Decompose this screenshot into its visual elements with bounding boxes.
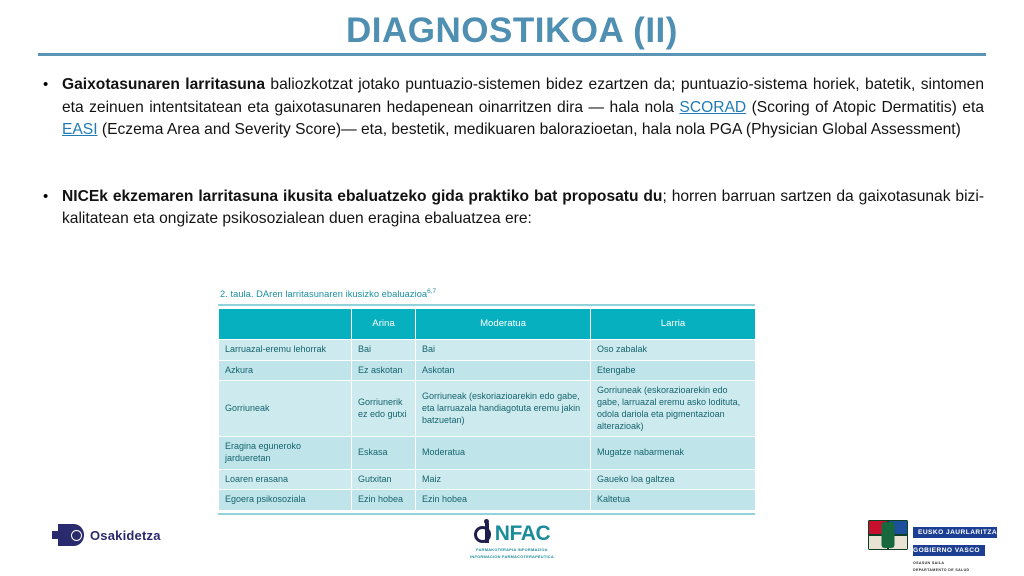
- page-title: DIAGNOSTIKOA (II): [346, 11, 678, 50]
- cell-arina: Ez askotan: [352, 360, 416, 381]
- table-header: [219, 309, 756, 340]
- gv-dept-eu: OSASUN SAILA: [913, 561, 945, 565]
- cell-arina: Bai: [352, 340, 416, 361]
- infac-subtitle-es: INFORMACIÓN FARMACOTERAPÉUTICA: [470, 553, 554, 559]
- osakidetza-wordmark: Osakidetza: [90, 527, 161, 543]
- cell-larria: Gorriuneak (eskorazioarekin edo gabe, larruazal eremu asko lodituta, odola dariola eta pigmentazioan alterazioak): [591, 381, 756, 437]
- cell-larria: Gaueko loa galtzea: [591, 469, 756, 490]
- bullet-text-1: [62, 74, 984, 142]
- infac-i-icon: [474, 521, 494, 545]
- table-row: [219, 381, 756, 437]
- gv-line-eu: EUSKO JAURLARITZA: [918, 529, 998, 536]
- bullet-1-text-1: baliozkotzat jotako puntuazio-sistemen bidez ezartzen da; puntuazio-sistema horiek, batetik, sintomen eta zeinuen intentsitatean eta gaixotasunaren hedapenean oinarritzen dira — hala nola: [62, 76, 984, 116]
- easi-link[interactable]: EASI: [62, 121, 98, 139]
- cell-moderatua: Bai: [416, 340, 591, 361]
- content-body: [40, 74, 984, 231]
- cell-moderatua: Askotan: [416, 360, 591, 381]
- cell-moderatua: Maiz: [416, 469, 591, 490]
- table-row: [219, 437, 756, 469]
- cell-larria: Oso zabalak: [591, 340, 756, 361]
- cell-arina: Gutxitan: [352, 469, 416, 490]
- bullet-1-text-3: (Eczema Area and Severity Score)— eta, bestetik, medikuaren balorazioetan, hala nola PGA (Physician Global Assessment): [97, 121, 961, 139]
- bullet-item-1: [40, 74, 984, 142]
- table-caption-text: 2. taula. DAren larritasunaren ikusizko ebaluazioa: [220, 289, 428, 300]
- infac-wordmark: NFAC: [494, 521, 551, 545]
- row-label: Eragina eguneroko jardueretan: [219, 437, 352, 469]
- bullet-marker: •: [43, 187, 49, 205]
- table-row: [219, 340, 756, 361]
- row-label: Egoera psikosoziala: [219, 490, 352, 511]
- gv-dept-es: DEPARTAMENTO DE SALUD: [913, 567, 970, 572]
- gobierno-vasco-logo: [868, 520, 997, 574]
- table-header-row: [219, 309, 756, 340]
- table-row: [219, 360, 756, 381]
- gobierno-vasco-text: [913, 520, 997, 574]
- bullet-2-text-1: ; horren barruan sartzen da gaixotasunak bizi-kalitatean eta ongizate psikosozialean duen eragina ebaluatzea ere:: [62, 187, 985, 228]
- table-top-rule: [218, 304, 755, 306]
- bullet-1-bold-lead: Gaixotasunaren larritasuna: [62, 76, 266, 93]
- bullet-text-2: [62, 186, 984, 231]
- infac-logo: [452, 520, 572, 560]
- osakidetza-cross-icon: [52, 522, 84, 548]
- bullet-item-2: [40, 186, 984, 231]
- table-header-cell-arina: Arina: [352, 309, 416, 340]
- severity-table-figure: [218, 288, 755, 515]
- table-row: [219, 490, 756, 511]
- row-label: Azkura: [219, 360, 352, 381]
- table-body: [219, 340, 756, 511]
- gobierno-vasco-band: [913, 527, 997, 556]
- cell-larria: Etengabe: [591, 360, 756, 381]
- table-bottom-rule: [218, 513, 755, 515]
- table-caption: [220, 288, 755, 299]
- table-header-cell-moderatua: Moderatua: [416, 309, 591, 340]
- table-caption-reference: 6,7: [427, 288, 437, 295]
- scorad-link[interactable]: SCORAD: [679, 98, 747, 116]
- osakidetza-logo: [52, 522, 161, 548]
- cell-arina: Eskasa: [352, 437, 416, 469]
- table-header-cell-larria: Larria: [591, 309, 756, 340]
- severity-table: [218, 308, 756, 511]
- cell-arina: Ezin hobea: [352, 490, 416, 511]
- bullet-marker: •: [43, 76, 49, 93]
- bullet-2-bold-lead: NICEk ekzemaren larritasuna ikusita ebaluatzeko gida praktiko bat proposatu du: [62, 187, 663, 205]
- row-label: Larruazal-eremu lehorrak: [219, 340, 352, 361]
- infac-subtitle-eu: FARMAKOTERAPIA INFORMAZIOA: [476, 547, 548, 552]
- cell-larria: Mugatze nabarmenak: [591, 437, 756, 469]
- cell-moderatua: Moderatua: [416, 437, 591, 469]
- cell-moderatua: Ezin hobea: [416, 490, 591, 511]
- cell-larria: Kaltetua: [591, 490, 756, 511]
- cell-arina: Gorriunerik ez edo gutxi: [352, 381, 416, 437]
- row-label: Loaren erasana: [219, 469, 352, 490]
- gv-line-es: GOBIERNO VASCO: [913, 547, 980, 554]
- bullet-1-text-2: (Scoring of Atopic Dermatitis) eta: [746, 98, 984, 116]
- table-row: [219, 469, 756, 490]
- basque-coat-of-arms-icon: [868, 520, 908, 550]
- cell-moderatua: Gorriuneak (eskoriazioarekin edo gabe, eta larruazala handiagotuta eremu jakin batzuetan): [416, 381, 591, 437]
- infac-wordmark-row: [452, 520, 572, 546]
- table-header-cell-blank: [219, 309, 352, 340]
- title-divider: [38, 53, 986, 56]
- row-label: Gorriuneak: [219, 381, 352, 437]
